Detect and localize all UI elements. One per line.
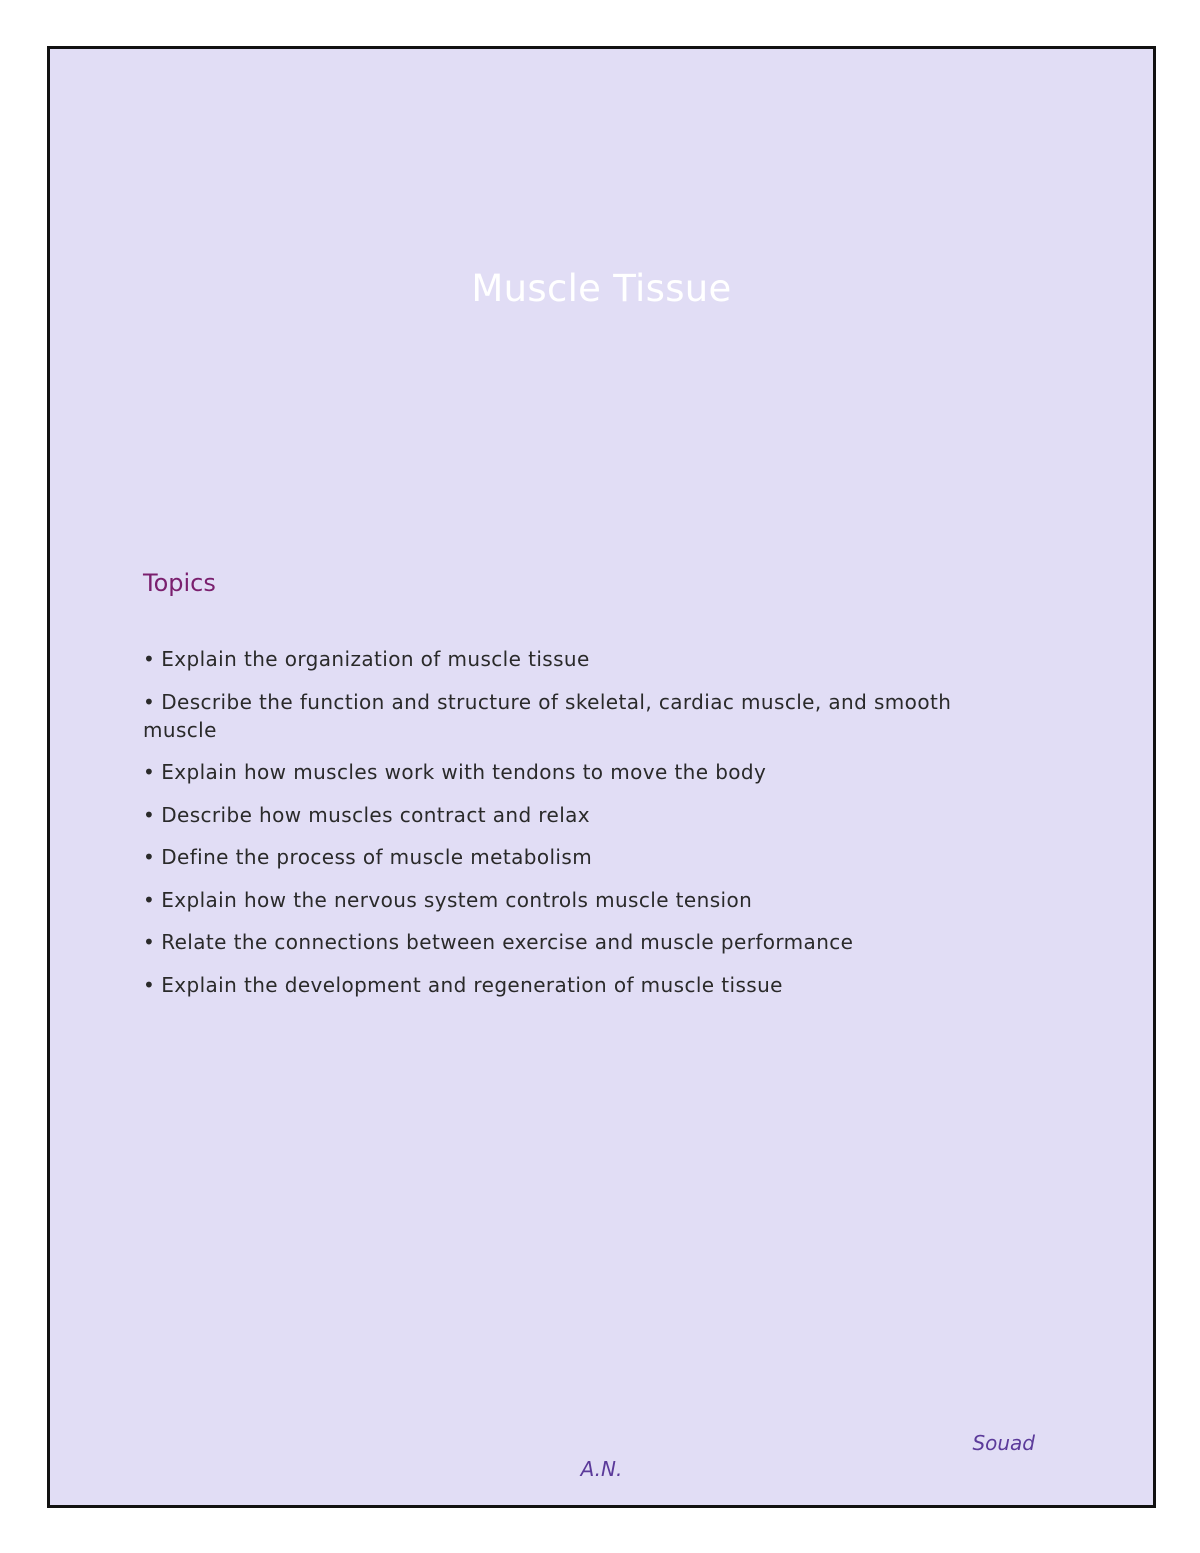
bullet-icon: •	[143, 845, 156, 869]
bullet-icon: •	[143, 802, 156, 827]
topic-text: Explain how the nervous system controls muscle tension	[161, 887, 753, 912]
author-first-name: Souad	[972, 1431, 1035, 1455]
bullet-icon: •	[143, 972, 156, 997]
bullet-icon: •	[143, 689, 156, 714]
bullet-icon: •	[143, 930, 156, 954]
topic-text: Relate the connections between exercise and muscle performance	[161, 930, 854, 954]
topic-text: Define the process of muscle metabolism	[161, 845, 593, 869]
topic-item	[143, 843, 1003, 871]
topic-text: Describe how muscles contract and relax	[161, 802, 591, 827]
topics-heading: Topics	[143, 569, 216, 597]
bullet-icon: •	[143, 760, 156, 784]
document-title: Muscle Tissue	[471, 267, 732, 310]
topics-list	[143, 645, 1003, 1013]
author-initials: A.N.	[580, 1457, 623, 1481]
bullet-icon: •	[143, 647, 156, 671]
topic-text: Explain the organization of muscle tissue	[161, 647, 590, 671]
topic-item	[143, 758, 1003, 786]
topic-item	[143, 801, 1003, 829]
topic-text: Explain how muscles work with tendons to move the body	[161, 760, 767, 784]
topic-item	[143, 645, 1003, 673]
topic-item	[143, 928, 1003, 956]
document-page	[47, 46, 1156, 1508]
bullet-icon: •	[143, 887, 156, 912]
topic-text: Explain the development and regeneration of muscle tissue	[161, 972, 783, 997]
topic-item	[143, 971, 1003, 999]
topic-text: Describe the function and structure of skeletal, cardiac muscle, and smooth muscle	[143, 689, 952, 742]
topic-item	[143, 886, 1003, 914]
topic-item	[143, 688, 1003, 744]
